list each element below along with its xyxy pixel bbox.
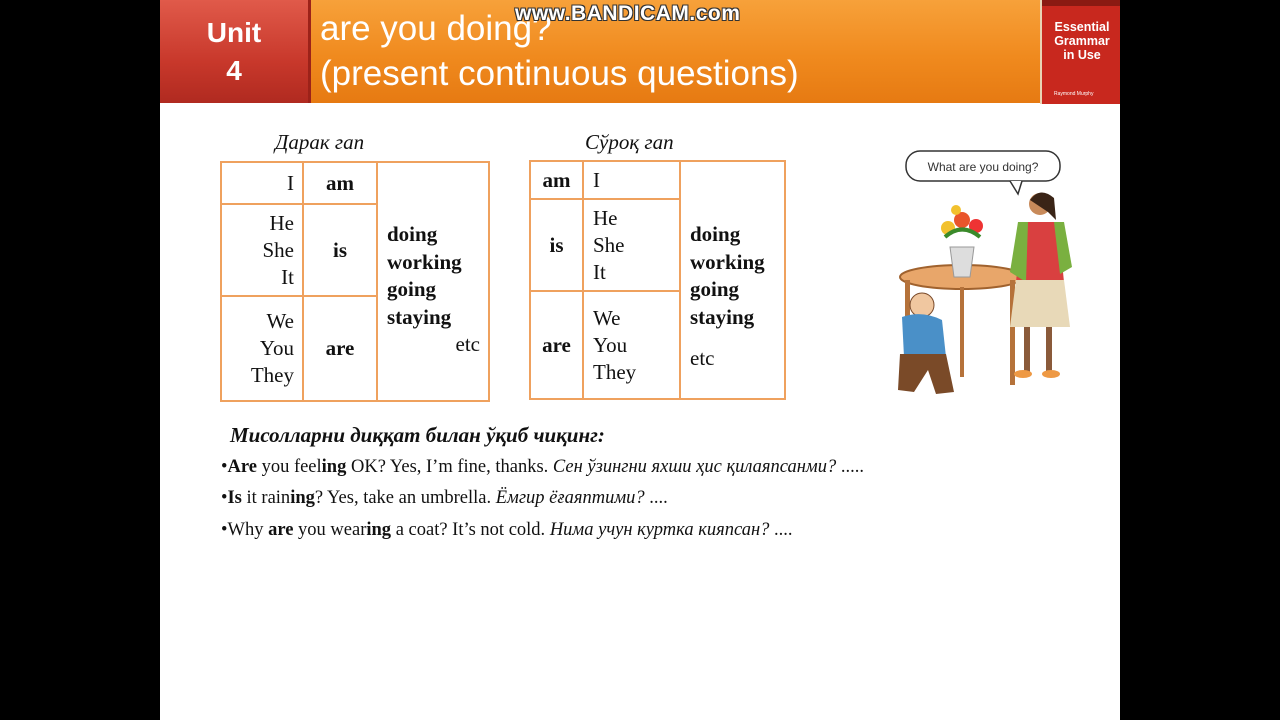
subject-text: You — [593, 332, 628, 357]
sentence-text: you feel — [256, 457, 322, 477]
table-row — [221, 162, 489, 204]
participle: doing — [690, 222, 741, 246]
subject-text: You — [259, 336, 294, 360]
title-line-2: (present continuous questions) — [320, 54, 799, 93]
unit-label: Unit — [206, 17, 262, 48]
example-sentence — [221, 457, 864, 478]
sentence-text: OK? Yes, I’m fine, thanks. — [346, 457, 553, 477]
participles-cell — [377, 162, 489, 401]
book-title — [1045, 20, 1119, 62]
book-author: Raymond Murphy — [1054, 91, 1094, 97]
verb-cell: am — [303, 162, 377, 204]
verb-cell: is — [530, 199, 583, 291]
participle: going — [690, 277, 740, 301]
subject-text: He — [593, 205, 618, 230]
illustration — [850, 142, 1090, 417]
example-sentence — [221, 520, 793, 541]
man-shirt — [902, 314, 946, 357]
subject-text: We — [593, 305, 621, 330]
verb-cell: is — [303, 204, 377, 296]
sentence-text: it rain — [241, 488, 291, 508]
unit-badge — [160, 0, 311, 103]
bullet: • — [221, 457, 228, 477]
speech-bubble-tail — [1010, 181, 1022, 194]
question-table-caption: Сўроқ гап — [585, 130, 674, 154]
participle: staying — [690, 304, 755, 329]
subject-cell — [221, 204, 303, 296]
woman-shoe — [1014, 370, 1032, 378]
translation: Сен ўзингни яхши ҳис қилаяпсанми? — [552, 457, 837, 477]
subject-text: She — [262, 237, 294, 262]
translation: Нима учун куртка кияпсан? — [549, 520, 770, 540]
woman-cardigan — [1010, 222, 1028, 282]
subject-cell — [583, 161, 680, 199]
subject-cell — [583, 199, 680, 291]
subject-cell — [221, 162, 303, 204]
subject-cell — [583, 291, 680, 399]
table-row — [530, 161, 785, 199]
book-cover-image — [1040, 0, 1120, 104]
etc-label: etc — [690, 346, 715, 370]
emphasis: ing — [366, 520, 392, 540]
subject-text: He — [269, 210, 294, 235]
emphasis: ing — [321, 457, 347, 477]
flower — [951, 205, 961, 215]
translation: Ёмгир ёғаяптими? — [495, 488, 645, 508]
subject-text: She — [593, 232, 625, 257]
subject-text: It — [593, 259, 606, 284]
speech-bubble-text: What are you doing? — [927, 160, 1039, 174]
emphasis: ing — [290, 488, 315, 508]
vase — [950, 247, 974, 277]
recorder-watermark: www.BANDICAM.com — [515, 2, 741, 25]
participle: going — [387, 277, 437, 301]
emphasis: Are — [227, 457, 257, 477]
subject-text: I — [593, 167, 600, 192]
book-title-line-2: Grammar — [1054, 34, 1110, 48]
sentence-text: you wear — [293, 520, 367, 540]
verb-cell: are — [530, 291, 583, 399]
participle: doing — [387, 222, 438, 246]
statement-table-caption: Дарак гап — [275, 130, 365, 154]
unit-number: 4 — [226, 55, 242, 86]
participle: staying — [387, 304, 452, 329]
ellipsis: ..... — [836, 457, 864, 477]
subject-text: I — [287, 170, 294, 195]
subject-text: They — [593, 359, 637, 384]
book-cover-strip — [1042, 0, 1120, 6]
bullet: • — [221, 520, 228, 540]
book-title-line-3: in Use — [1063, 48, 1101, 62]
book-title-line-1: Essential — [1054, 20, 1110, 34]
ellipsis: .... — [644, 488, 668, 508]
title-line-1: are you doing? — [320, 9, 552, 48]
participle: working — [690, 249, 765, 274]
participles-cell — [680, 161, 785, 399]
emphasis: are — [268, 520, 294, 540]
woman-leg — [1046, 327, 1052, 372]
illustration-drawing — [850, 142, 1090, 417]
etc-label: etc — [455, 332, 480, 356]
sentence-text: a coat? It’s not cold. — [391, 520, 550, 540]
bullet: • — [221, 488, 228, 508]
question-table — [529, 160, 786, 400]
examples-heading: Мисолларни диққат билан ўқиб чиқинг: — [230, 423, 605, 447]
woman-leg — [1024, 327, 1030, 372]
sentence-text: Why — [227, 520, 269, 540]
subject-text: It — [281, 264, 294, 289]
emphasis: Is — [227, 488, 242, 508]
verb-cell: am — [530, 161, 583, 199]
participle: working — [387, 249, 462, 274]
slide — [160, 0, 1120, 720]
subject-cell — [221, 296, 303, 401]
man-trousers — [898, 354, 954, 394]
subject-text: We — [266, 309, 294, 333]
statement-table — [220, 161, 490, 402]
ellipsis: .... — [769, 520, 793, 540]
table-leg — [960, 287, 964, 377]
example-sentence — [221, 488, 668, 509]
man-head — [910, 293, 934, 317]
woman-shoe — [1042, 370, 1060, 378]
subject-text: They — [250, 363, 294, 387]
verb-cell: are — [303, 296, 377, 401]
woman-skirt — [1010, 280, 1070, 327]
sentence-text: ? Yes, take an umbrella. — [314, 488, 496, 508]
